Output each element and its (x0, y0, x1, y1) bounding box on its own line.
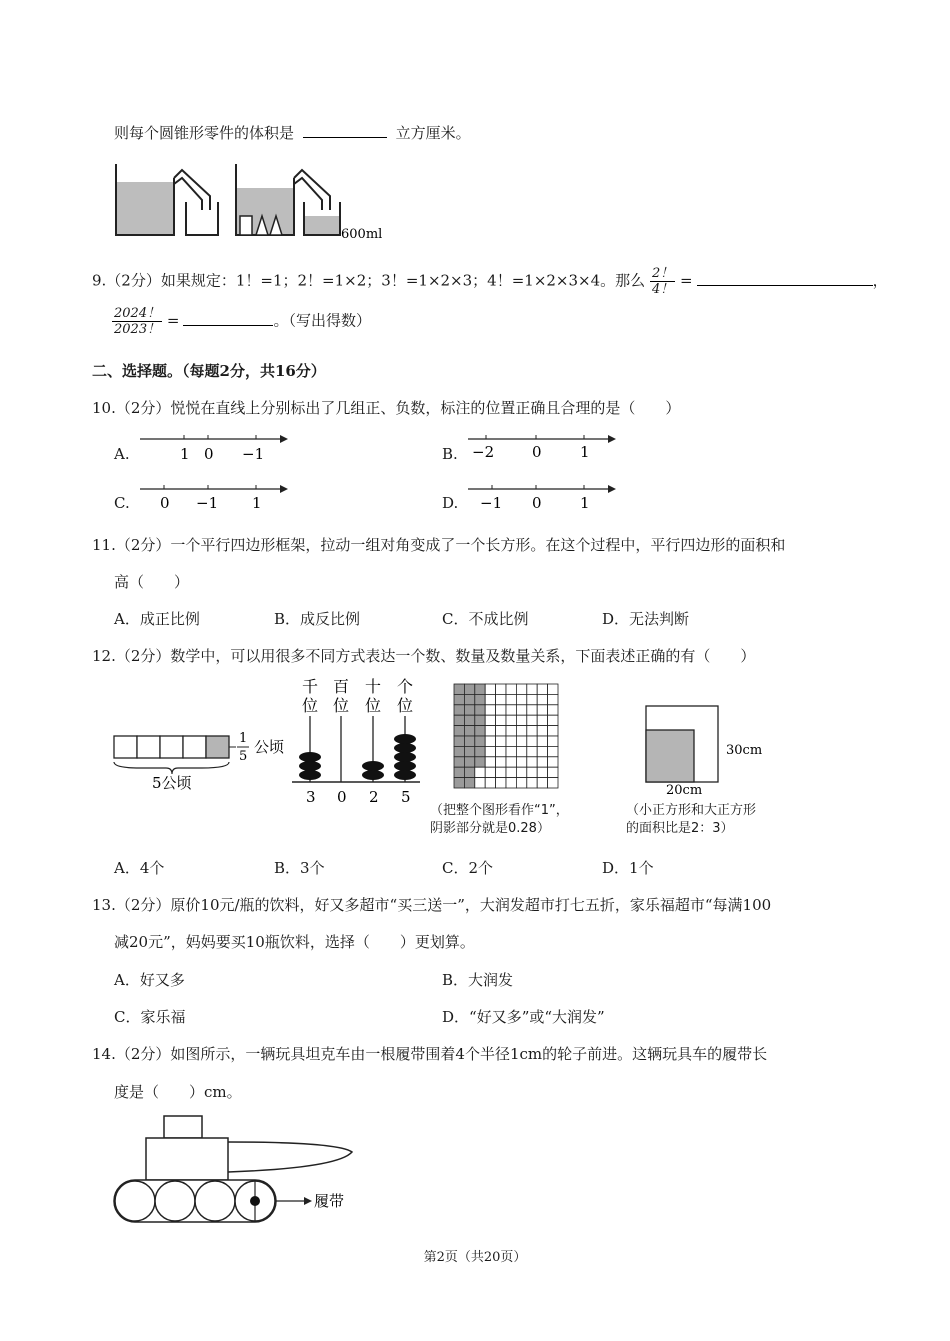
q9-text: 如果规定：1！=1；2！=1×2；3！=1×2×3；4！=1×2×3×4。那么 (160, 271, 646, 290)
grid-cell (527, 684, 537, 694)
tank-hatch (164, 1116, 202, 1138)
q8-volume-label: 600ml (341, 227, 383, 242)
fig1-unit: 公顷 (254, 738, 285, 756)
grid-cell (548, 705, 558, 715)
grid-cell (548, 746, 558, 756)
grid-cell (475, 767, 485, 777)
grid-cell (527, 715, 537, 725)
q12-fig2-abacus (290, 676, 420, 810)
grid-cell (475, 726, 485, 736)
grid-cell (506, 767, 516, 777)
grid-cell (496, 726, 506, 736)
q10d-label-2: 0 (532, 494, 542, 512)
abacus-place-hundreds-1: 百 (333, 677, 350, 696)
grid-cell (485, 715, 495, 725)
grid-cell (485, 778, 495, 788)
grid-cell (516, 715, 526, 725)
grid-cell (516, 705, 526, 715)
grid-cell (496, 767, 506, 777)
q13-stem-line2: 减20元”，妈妈要买10瓶饮料，选择（ ）更划算。 (114, 933, 475, 951)
q12-fig3-caption (430, 802, 569, 838)
q10c-label-3: 1 (252, 494, 262, 512)
abacus-place-thousands-1: 千 (302, 677, 319, 696)
abacus-place-hundreds-2: 位 (333, 696, 350, 715)
q8-water-left (116, 182, 174, 235)
q14-tank-figure (108, 1112, 388, 1228)
grid-cell (485, 705, 495, 715)
q8-answer-blank[interactable] (303, 123, 387, 138)
q12-fig4-squares (640, 702, 780, 798)
q12-option-a[interactable]: A．4个 (114, 859, 165, 877)
grid-cell (464, 736, 474, 746)
q10-stem: 10.（2分）悦悦在直线上分别标出了几组正、负数，标注的位置正确且合理的是（ ） (92, 399, 681, 417)
tank-barrel (228, 1142, 352, 1172)
grid-cell (516, 746, 526, 756)
q13-option-b[interactable]: B．大润发 (442, 971, 514, 989)
q9-equals-1: = (680, 271, 693, 290)
grid-cell (506, 757, 516, 767)
q8-figure (110, 160, 400, 244)
grid-cell (475, 705, 485, 715)
q12-fig1-bar-model (110, 728, 300, 798)
q12-option-c[interactable]: C．2个 (442, 859, 494, 877)
q9-equals-2: = (166, 311, 180, 330)
grid-cell (454, 778, 464, 788)
grid-cell (464, 694, 474, 704)
q9-answer-blank-2[interactable] (183, 311, 273, 326)
grid-cell (485, 767, 495, 777)
grid-cell (464, 705, 474, 715)
fig4-caption-line1: （小正方形和大正方形 (626, 803, 757, 818)
grid-cell (496, 715, 506, 725)
q8-prefix: 则每个圆锥形零件的体积是 (114, 124, 295, 142)
grid-cell (516, 726, 526, 736)
grid-cell (548, 736, 558, 746)
q13-option-c[interactable]: C．家乐福 (114, 1008, 186, 1026)
q12-stem: 12.（2分）数学中，可以用很多不同方式表达一个数、数量及数量关系，下面表述正确的有（ ） (92, 647, 756, 665)
grid-cell (496, 694, 506, 704)
q8-suffix: 立方厘米。 (395, 124, 471, 142)
grid-cell (454, 767, 464, 777)
grid-cell (485, 757, 495, 767)
grid-cell (548, 726, 558, 736)
grid-cell (516, 767, 526, 777)
q10-option-c-numberline (140, 480, 290, 514)
grid-cell (537, 684, 547, 694)
grid-cell (464, 684, 474, 694)
fig1-frac-den: 5 (239, 749, 248, 764)
q11-stem-line2: 高（ ） (114, 573, 190, 591)
q9-frac2-num: 2024！ (114, 306, 161, 321)
grid-cell (454, 726, 464, 736)
q8-line (114, 122, 471, 143)
page-footer: 第2页（共20页） (423, 1250, 527, 1265)
grid-cell (537, 757, 547, 767)
grid-cell (464, 726, 474, 736)
grid-cell (454, 746, 464, 756)
q12-option-d[interactable]: D．1个 (602, 859, 654, 877)
q10-option-c-letter[interactable]: C. (114, 494, 130, 512)
q12-fig3-hundred-grid (452, 682, 562, 792)
q11-option-a[interactable]: A．成正比例 (114, 610, 200, 628)
grid-cell (475, 694, 485, 704)
grid-cell (537, 726, 547, 736)
grid-cell (464, 778, 474, 788)
q9-frac1-den: 4！ (651, 282, 674, 297)
grid-cell (454, 757, 464, 767)
q10-option-a-numberline (140, 430, 290, 464)
grid-cell (537, 705, 547, 715)
q13-option-a[interactable]: A．好又多 (114, 971, 185, 989)
grid-cell (454, 736, 464, 746)
q14-stem-line1: 14.（2分）如图所示，一辆玩具坦克车由一根履带围着4个半径1cm的轮子前进。这辆玩具车的履带长 (92, 1045, 768, 1063)
q10b-label-3: 1 (580, 443, 590, 461)
grid-cell (548, 684, 558, 694)
q10-option-b-numberline (468, 430, 618, 464)
q9-suffix: 。（写出得数） (273, 311, 371, 330)
q9-frac2-den: 2023！ (114, 322, 161, 337)
grid-cell (516, 757, 526, 767)
q10-option-d-numberline (468, 480, 618, 514)
grid-cell (475, 746, 485, 756)
q10a-label-2: 0 (204, 445, 214, 463)
grid-cell (496, 705, 506, 715)
fig1-frac-num: 1 (239, 731, 248, 746)
q10a-label-3: −1 (242, 445, 265, 463)
grid-cell (516, 694, 526, 704)
abacus-place-ones-2: 位 (397, 696, 414, 715)
fig3-caption-line2: 阴影部分就是0.28） (430, 821, 550, 836)
q9-comma: ， (872, 271, 888, 290)
q9-line1 (92, 266, 888, 297)
grid-cell (485, 684, 495, 694)
grid-cell (537, 694, 547, 704)
grid-cell (506, 684, 516, 694)
grid-cell (506, 736, 516, 746)
q10c-label-1: 0 (160, 494, 170, 512)
grid-cell (527, 736, 537, 746)
grid-cell (454, 684, 464, 694)
q11-option-b[interactable]: B．成反比例 (274, 610, 361, 628)
q10b-label-2: 0 (532, 443, 542, 461)
cylinder-part-icon (240, 216, 252, 235)
q11-option-d[interactable]: D．无法判断 (602, 610, 690, 628)
grid-cell (496, 757, 506, 767)
q9-frac1-num: 2！ (651, 266, 674, 281)
grid-cell (516, 736, 526, 746)
q14-stem-line2: 度是（ ）cm。 (114, 1083, 242, 1101)
q10d-label-1: −1 (480, 494, 503, 512)
tank-wheel (195, 1181, 235, 1221)
tank-body (146, 1138, 228, 1180)
q10-option-a-letter[interactable]: A. (114, 445, 130, 463)
abacus-digit-2: 0 (337, 788, 347, 806)
q12-option-b[interactable]: B．3个 (274, 859, 325, 877)
q9-fraction-1 (650, 266, 675, 297)
grid-cell (454, 715, 464, 725)
grid-cell (454, 694, 464, 704)
grid-cell (506, 746, 516, 756)
grid-cell (537, 778, 547, 788)
grid-cell (548, 715, 558, 725)
grid-cell (527, 726, 537, 736)
fig4-bottom-label: 20cm (666, 783, 703, 798)
q10b-label-1: −2 (472, 443, 495, 461)
grid-cell (548, 767, 558, 777)
grid-cell (527, 694, 537, 704)
grid-cell (496, 778, 506, 788)
q12-fig4-caption (626, 802, 756, 838)
q9-fraction-2 (112, 306, 162, 337)
q11-option-c[interactable]: C．不成比例 (442, 610, 529, 628)
grid-cell (485, 694, 495, 704)
grid-cell (454, 705, 464, 715)
grid-cell (527, 746, 537, 756)
grid-cell (527, 757, 537, 767)
q10-option-d-letter[interactable]: D. (442, 494, 459, 512)
q10c-label-2: −1 (196, 494, 219, 512)
abacus-place-tens-1: 十 (365, 677, 382, 696)
grid-cell (475, 778, 485, 788)
grid-cell (485, 746, 495, 756)
abacus-place-tens-2: 位 (365, 696, 382, 715)
grid-cell (548, 778, 558, 788)
grid-cell (464, 767, 474, 777)
grid-cell (464, 746, 474, 756)
abacus-place-thousands-2: 位 (302, 696, 319, 715)
grid-cell (516, 778, 526, 788)
grid-cell (506, 705, 516, 715)
q11-stem-line1: 11.（2分）一个平行四边形框架，拉动一组对角变成了一个长方形。在这个过程中，平行四边形的面积和 (92, 536, 786, 554)
grid-cell (537, 746, 547, 756)
grid-cell (527, 767, 537, 777)
q9-line2 (112, 306, 371, 337)
tank-wheel (115, 1181, 155, 1221)
grid-cell (475, 715, 485, 725)
tank-wheel (155, 1181, 195, 1221)
grid-cell (516, 684, 526, 694)
q13-option-d[interactable]: D．“好又多”或“大润发” (442, 1008, 605, 1026)
q10d-label-3: 1 (580, 494, 590, 512)
grid-cell (496, 684, 506, 694)
grid-cell (475, 757, 485, 767)
abacus-place-ones-1: 个 (397, 677, 414, 696)
grid-cell (475, 736, 485, 746)
grid-cell (506, 726, 516, 736)
grid-cell (537, 767, 547, 777)
grid-cell (527, 778, 537, 788)
abacus-digit-3: 2 (369, 788, 379, 806)
grid-cell (496, 736, 506, 746)
grid-cell (464, 715, 474, 725)
q9-number: 9.（2分） (92, 271, 161, 290)
grid-cell (527, 705, 537, 715)
grid-cell (537, 715, 547, 725)
abacus-digit-4: 5 (401, 788, 411, 806)
tank-track-label: 履带 (314, 1192, 345, 1210)
fig4-caption-line2: 的面积比是2：3） (626, 821, 734, 836)
q10-option-b-letter[interactable]: B. (442, 445, 458, 463)
fig1-total: 5公顷 (152, 774, 192, 792)
grid-cell (506, 715, 516, 725)
grid-cell (548, 694, 558, 704)
grid-cell (506, 778, 516, 788)
grid-cell (537, 736, 547, 746)
abacus-digit-1: 3 (306, 788, 316, 806)
q13-stem-line1: 13.（2分）原价10元/瓶的饮料，好又多超市“买三送一”，大润发超市打七五折，家乐福超市“每满100 (92, 896, 772, 914)
grid-cell (548, 757, 558, 767)
q9-answer-blank-1[interactable] (697, 271, 873, 286)
grid-cell (496, 746, 506, 756)
grid-cell (464, 757, 474, 767)
section-2-title: 二、选择题。（每题2分，共16分） (92, 362, 326, 380)
fig3-caption-line1: （把整个图形看作“1”， (430, 803, 569, 818)
grid-cell (485, 736, 495, 746)
q10a-label-1: 1 (180, 445, 190, 463)
grid-cell (506, 694, 516, 704)
grid-cell (475, 684, 485, 694)
fig4-side-label: 30cm (726, 743, 763, 758)
grid-cell (485, 726, 495, 736)
